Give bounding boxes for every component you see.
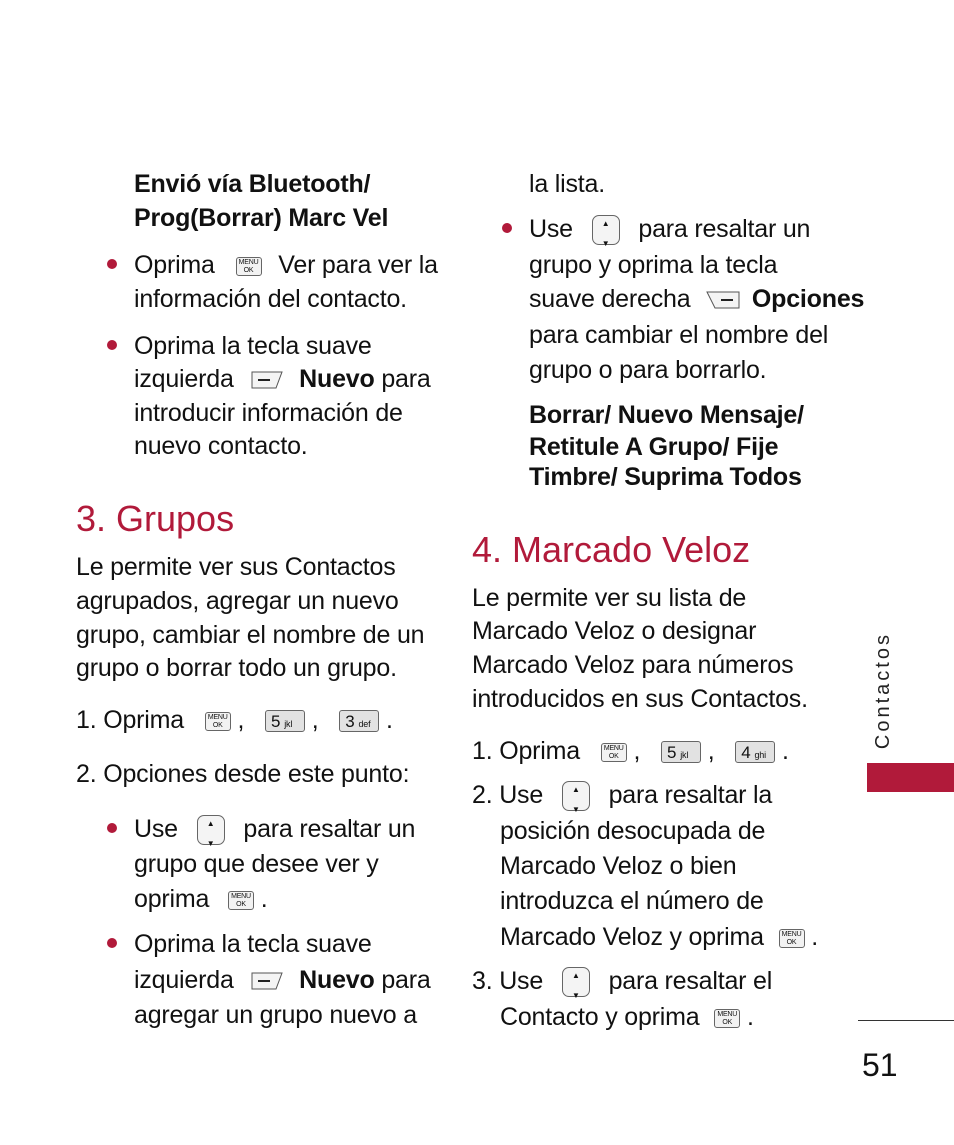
options-line1: Borrar/ Nuevo Mensaje/ (529, 401, 804, 429)
grupos-step2: 2. Opciones desde este punto: (76, 760, 410, 788)
bullet-view-line1: Oprima MENU OK Ver para ver la (134, 251, 438, 279)
right-use-line1: Use ▲ ▼ para resaltar un (529, 215, 811, 249)
grupos-new-line3: agregar un grupo nuevo a (134, 1001, 417, 1029)
options-line2: Retitule A Grupo/ Fije (529, 433, 779, 461)
right-use-line2: grupo y oprima la tecla (529, 251, 778, 279)
bullet-new-line1: Oprima la tecla suave (134, 332, 372, 360)
section-heading-grupos: 3. Grupos (76, 498, 235, 539)
menu-ok-key-icon: MENU OK (228, 891, 254, 910)
veloz-step2-line1: 2. Use ▲ ▼ para resaltar la (472, 781, 773, 815)
key-4-icon: 4 ghi (735, 741, 775, 763)
key-3-icon: 3 def (339, 710, 379, 732)
grupos-step1: 1. Oprima MENU OK , 5 jkl , 3 def . (76, 706, 393, 734)
right-use-line4: para cambiar el nombre del (529, 321, 829, 349)
bullet-view-line2: información del contacto. (134, 285, 407, 313)
grupos-new-line2: izquierda Nuevo para (134, 966, 431, 994)
bullet-icon (107, 340, 117, 350)
bullet-new-line4: nuevo contacto. (134, 432, 308, 460)
grupos-use-line2: grupo que desee ver y (134, 850, 379, 878)
veloz-para-line3: Marcado Veloz para números (472, 651, 794, 679)
menu-ok-key-icon: MENU OK (714, 1009, 740, 1028)
right-top-line: la lista. (529, 170, 606, 198)
veloz-step2-line5: Marcado Veloz y oprima MENU OK . (500, 923, 819, 951)
bullet-icon (107, 823, 117, 833)
grupos-new-line1: Oprima la tecla suave (134, 930, 372, 958)
nav-key-icon: ▲ ▼ (562, 967, 590, 997)
page-number: 51 (862, 1047, 898, 1083)
nav-key-icon: ▲ ▼ (197, 815, 225, 845)
menu-ok-key-icon: MENU OK (205, 712, 231, 731)
veloz-step3-line1: 3. Use ▲ ▼ para resaltar el (472, 967, 773, 1001)
bullet-icon (107, 938, 117, 948)
grupos-para-line2: agrupados, agregar un nuevo (76, 587, 399, 615)
veloz-step2-line3: Marcado Veloz o bien (500, 852, 737, 880)
left-soft-key-icon (250, 370, 284, 390)
right-soft-key-icon (705, 290, 741, 310)
bullet-icon (107, 259, 117, 269)
right-use-line3: suave derecha Opciones (529, 285, 865, 313)
veloz-para-line1: Le permite ver su lista de (472, 584, 747, 612)
right-use-line5: grupo o para borrarlo. (529, 356, 767, 384)
side-tab-label: Contactos (872, 632, 894, 750)
bullet-icon (502, 223, 512, 233)
bullet-new-line3: introducir información de (134, 399, 403, 427)
menu-ok-key-icon: MENU OK (779, 929, 805, 948)
side-tab-marker (867, 763, 954, 792)
bullet-new-line2: izquierda Nuevo para (134, 365, 431, 393)
veloz-step1: 1. Oprima MENU OK , 5 jkl , 4 ghi . (472, 737, 789, 765)
veloz-step3-line2: Contacto y oprima MENU OK . (500, 1003, 754, 1031)
veloz-step2-line4: introduzca el número de (500, 887, 764, 915)
veloz-para-line4: introducidos en sus Contactos. (472, 685, 808, 713)
left-soft-key-icon (250, 971, 284, 991)
menu-ok-key-icon: MENU OK (601, 743, 627, 762)
grupos-use-line1: Use ▲ ▼ para resaltar un (134, 815, 416, 849)
grupos-para-line1: Le permite ver sus Contactos (76, 553, 396, 581)
menu-ok-key-icon: MENU OK (236, 257, 262, 276)
grupos-para-line3: grupo, cambiar el nombre de un (76, 621, 425, 649)
section-heading-marcado-veloz: 4. Marcado Veloz (472, 529, 751, 570)
bt-option-line2: Prog(Borrar) Marc Vel (134, 204, 389, 232)
nav-key-icon: ▲ ▼ (562, 781, 590, 811)
key-5-icon: 5 jkl (661, 741, 701, 763)
nav-key-icon: ▲ ▼ (592, 215, 620, 245)
footer-rule (858, 1020, 954, 1021)
veloz-step2-line2: posición desocupada de (500, 817, 766, 845)
grupos-para-line4: grupo o borrar todo un grupo. (76, 654, 397, 682)
options-line3: Timbre/ Suprima Todos (529, 463, 802, 491)
key-5-icon: 5 jkl (265, 710, 305, 732)
veloz-para-line2: Marcado Veloz o designar (472, 617, 757, 645)
grupos-use-line3: oprima MENU OK . (134, 885, 268, 913)
bt-option-line1: Envió vía Bluetooth/ (134, 170, 371, 198)
